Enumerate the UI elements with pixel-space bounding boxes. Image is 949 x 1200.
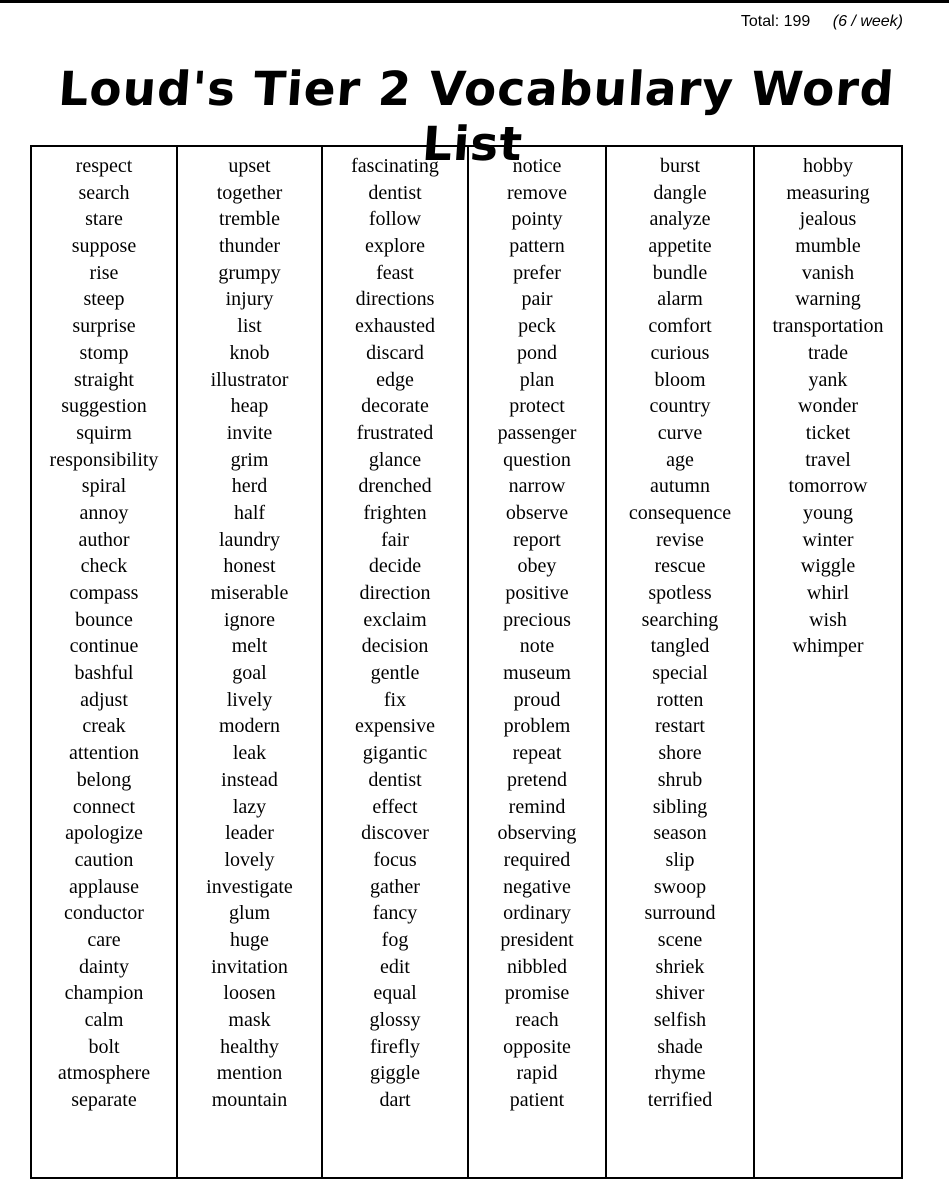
vocabulary-word: fix xyxy=(383,688,407,711)
vocabulary-word: leak xyxy=(232,742,267,765)
vocabulary-word: lively xyxy=(226,688,273,711)
vocabulary-word: follow xyxy=(368,208,422,231)
vocabulary-word: observe xyxy=(505,501,569,524)
vocabulary-word: vanish xyxy=(801,261,855,284)
vocabulary-word: thunder xyxy=(218,235,281,258)
vocabulary-word: firefly xyxy=(370,1035,420,1058)
vocabulary-word: glum xyxy=(228,902,271,925)
vocabulary-word: revise xyxy=(656,528,704,551)
vocabulary-word: museum xyxy=(503,662,571,685)
vocabulary-word: curious xyxy=(650,341,710,364)
vocabulary-word: selfish xyxy=(653,1009,707,1031)
vocabulary-word: care xyxy=(87,928,121,951)
vocabulary-word: spotless xyxy=(648,582,712,604)
vocabulary-word: remind xyxy=(508,795,566,818)
vocabulary-word: lazy xyxy=(232,795,267,818)
vocabulary-word: observing xyxy=(497,822,577,845)
vocabulary-word: report xyxy=(513,528,561,551)
vocabulary-word: drenched xyxy=(358,475,432,498)
vocabulary-word: positive xyxy=(505,582,569,604)
vocabulary-word: terrified xyxy=(647,1089,713,1112)
vocabulary-word: opposite xyxy=(503,1035,571,1058)
vocabulary-word: equal xyxy=(373,982,417,1005)
vocabulary-word: negative xyxy=(503,875,571,898)
vocabulary-word: pointy xyxy=(511,208,563,231)
vocabulary-word: feast xyxy=(376,261,414,284)
vocabulary-word: alarm xyxy=(657,288,703,311)
vocabulary-word: dentist xyxy=(368,181,422,204)
vocabulary-word: search xyxy=(78,181,130,204)
vocabulary-word: author xyxy=(78,528,130,551)
vocabulary-word: instead xyxy=(221,768,278,791)
vocabulary-word: transportation xyxy=(772,315,884,338)
vocabulary-word: patient xyxy=(509,1089,565,1112)
vocabulary-word: conductor xyxy=(64,902,144,925)
vocabulary-word: invitation xyxy=(211,955,288,978)
vocabulary-word: special xyxy=(652,662,708,685)
vocabulary-word: whirl xyxy=(806,582,850,604)
vocabulary-word: repeat xyxy=(512,742,562,765)
vocabulary-word: bounce xyxy=(75,608,133,631)
vocabulary-word: continue xyxy=(69,635,139,658)
vocabulary-word: connect xyxy=(72,795,136,818)
vocabulary-word: decorate xyxy=(361,395,429,418)
vocabulary-word: melt xyxy=(231,635,268,658)
vocabulary-word: question xyxy=(503,448,571,471)
vocabulary-word: calm xyxy=(84,1009,124,1031)
vocabulary-word: swoop xyxy=(653,875,707,898)
vocabulary-word: mention xyxy=(216,1062,283,1085)
vocabulary-word: investigate xyxy=(206,875,293,898)
vocabulary-word: prefer xyxy=(513,261,561,284)
vocabulary-word: herd xyxy=(231,475,268,498)
vocabulary-word: whimper xyxy=(792,635,864,658)
vocabulary-word: wish xyxy=(809,608,847,631)
vocabulary-word: scene xyxy=(657,928,703,951)
vocabulary-word: together xyxy=(216,181,283,204)
vocabulary-word: half xyxy=(233,501,266,524)
vocabulary-word: gentle xyxy=(370,662,420,685)
vocabulary-word: country xyxy=(649,395,711,418)
vocabulary-word: discard xyxy=(366,341,424,364)
word-column-5 xyxy=(607,147,755,1177)
vocabulary-word: discover xyxy=(361,822,429,845)
vocabulary-word: adjust xyxy=(80,688,128,711)
vocabulary-word: focus xyxy=(373,848,417,871)
word-column-3 xyxy=(323,147,469,1177)
vocabulary-word: shrub xyxy=(657,768,703,791)
vocabulary-word: decision xyxy=(361,635,429,658)
vocabulary-word: shade xyxy=(657,1035,703,1058)
vocabulary-word: winter xyxy=(802,528,854,551)
word-column-1 xyxy=(32,147,178,1177)
vocabulary-word: tangled xyxy=(650,635,710,658)
vocabulary-word: invite xyxy=(226,421,273,444)
vocabulary-word: jealous xyxy=(799,208,857,231)
word-column-6 xyxy=(755,147,901,1177)
vocabulary-word: age xyxy=(666,448,694,471)
vocabulary-word: belong xyxy=(76,768,132,791)
vocabulary-word: mountain xyxy=(211,1089,288,1112)
vocabulary-word: proud xyxy=(513,688,561,711)
vocabulary-word: burst xyxy=(660,155,700,177)
vocabulary-word: illustrator xyxy=(210,368,289,391)
vocabulary-word: effect xyxy=(372,795,418,818)
vocabulary-word: injury xyxy=(225,288,274,311)
vocabulary-word: passenger xyxy=(497,421,577,444)
vocabulary-word: bashful xyxy=(74,662,134,685)
vocabulary-word: dangle xyxy=(653,181,707,204)
vocabulary-word: exclaim xyxy=(363,608,427,631)
vocabulary-word: notice xyxy=(512,155,562,177)
vocabulary-word: narrow xyxy=(508,475,566,498)
vocabulary-word: autumn xyxy=(650,475,710,498)
vocabulary-word: curve xyxy=(657,421,703,444)
vocabulary-word: honest xyxy=(223,555,276,578)
word-column-2 xyxy=(178,147,323,1177)
vocabulary-word: suppose xyxy=(71,235,137,258)
vocabulary-word: mumble xyxy=(795,235,861,258)
vocabulary-word: rescue xyxy=(654,555,706,578)
vocabulary-word: problem xyxy=(503,715,571,738)
vocabulary-word: laundry xyxy=(218,528,281,551)
vocabulary-word: wiggle xyxy=(800,555,856,578)
vocabulary-word: searching xyxy=(641,608,719,631)
vocabulary-word: measuring xyxy=(786,181,870,204)
vocabulary-word: glossy xyxy=(369,1009,421,1031)
vocabulary-word: pond xyxy=(517,341,557,364)
vocabulary-word: champion xyxy=(64,982,144,1005)
vocabulary-word: atmosphere xyxy=(57,1062,151,1085)
vocabulary-word: mask xyxy=(228,1009,271,1031)
total-count-line xyxy=(741,13,903,31)
vocabulary-word: bolt xyxy=(88,1035,120,1058)
vocabulary-word: protect xyxy=(509,395,565,418)
vocabulary-word: bloom xyxy=(654,368,706,391)
vocabulary-word: pair xyxy=(521,288,553,311)
vocabulary-word: glance xyxy=(368,448,422,471)
total-label: Total: 199 xyxy=(740,13,811,30)
vocabulary-word: upset xyxy=(228,155,271,177)
vocabulary-word: pattern xyxy=(509,235,565,258)
vocabulary-word: restart xyxy=(655,715,705,738)
vocabulary-word: gigantic xyxy=(362,742,428,765)
vocabulary-word: ticket xyxy=(805,421,851,444)
vocabulary-word: shiver xyxy=(655,982,705,1005)
vocabulary-word: creak xyxy=(82,715,126,738)
vocabulary-word: frighten xyxy=(363,501,427,524)
vocabulary-word: hobby xyxy=(803,155,853,177)
vocabulary-word: warning xyxy=(795,288,861,311)
vocabulary-word: analyze xyxy=(649,208,711,231)
vocabulary-word: rotten xyxy=(656,688,704,711)
vocabulary-word: grumpy xyxy=(218,261,281,284)
vocabulary-word: plan xyxy=(519,368,555,391)
vocabulary-word: pretend xyxy=(507,768,567,791)
vocabulary-word: direction xyxy=(359,582,431,604)
vocabulary-word: stare xyxy=(85,208,123,231)
vocabulary-word: dart xyxy=(379,1089,411,1112)
vocabulary-word: surround xyxy=(644,902,716,925)
vocabulary-word: explore xyxy=(365,235,425,258)
vocabulary-word: consequence xyxy=(628,501,732,524)
vocabulary-word: edit xyxy=(380,955,410,978)
vocabulary-word: president xyxy=(500,928,574,951)
vocabulary-word: fog xyxy=(381,928,409,951)
vocabulary-word: slip xyxy=(665,848,695,871)
vocabulary-word: knob xyxy=(229,341,270,364)
vocabulary-word: respect xyxy=(75,155,133,177)
vocabulary-word: miserable xyxy=(210,582,289,604)
vocabulary-word: trade xyxy=(808,341,848,364)
vocabulary-word: reach xyxy=(515,1009,559,1031)
vocabulary-word: stomp xyxy=(79,341,129,364)
vocabulary-word: yank xyxy=(808,368,848,391)
vocabulary-word: fancy xyxy=(372,902,418,925)
vocabulary-word: apologize xyxy=(65,822,143,845)
vocabulary-word: applause xyxy=(69,875,139,898)
vocabulary-word: required xyxy=(503,848,571,871)
vocabulary-word: responsibility xyxy=(49,448,159,471)
vocabulary-word: grim xyxy=(230,448,269,471)
vocabulary-word: modern xyxy=(218,715,281,738)
vocabulary-word: giggle xyxy=(370,1062,420,1085)
vocabulary-word: straight xyxy=(74,368,134,391)
page-title: Loud's Tier 2 Vocabulary Word List xyxy=(56,62,897,172)
vocabulary-word: sibling xyxy=(652,795,708,818)
vocabulary-word: young xyxy=(803,501,853,524)
vocabulary-word: edge xyxy=(376,368,414,391)
vocabulary-word: wonder xyxy=(798,395,858,418)
vocabulary-word: nibbled xyxy=(507,955,567,978)
vocabulary-word: gather xyxy=(370,875,420,898)
vocabulary-word: check xyxy=(80,555,128,578)
vocabulary-word: season xyxy=(653,822,707,845)
vocabulary-word: precious xyxy=(503,608,571,631)
vocabulary-word: decide xyxy=(368,555,422,578)
vocabulary-word: annoy xyxy=(79,501,129,524)
vocabulary-word: ignore xyxy=(223,608,276,631)
vocabulary-word: ordinary xyxy=(503,902,571,925)
vocabulary-word: attention xyxy=(69,742,139,765)
vocabulary-word: huge xyxy=(230,928,269,951)
vocabulary-word: exhausted xyxy=(355,315,435,338)
vocabulary-word: rise xyxy=(89,261,119,284)
vocabulary-word: promise xyxy=(504,982,570,1005)
vocabulary-word: peck xyxy=(518,315,556,338)
vocabulary-word: obey xyxy=(517,555,557,578)
vocabulary-word: remove xyxy=(507,181,567,204)
vocabulary-word: bundle xyxy=(652,261,708,284)
vocabulary-word: healthy xyxy=(220,1035,279,1058)
vocabulary-word: suggestion xyxy=(61,395,147,418)
vocabulary-word: compass xyxy=(69,582,139,604)
vocabulary-word: directions xyxy=(355,288,435,311)
vocabulary-word: surprise xyxy=(72,315,136,338)
vocabulary-word: fascinating xyxy=(351,155,439,177)
vocabulary-word: tremble xyxy=(218,208,281,231)
vocabulary-word: caution xyxy=(74,848,134,871)
vocabulary-word: expensive xyxy=(355,715,435,738)
rate-label: (6 / week) xyxy=(832,13,903,30)
vocabulary-word: shriek xyxy=(655,955,705,978)
vocabulary-word: heap xyxy=(230,395,269,418)
vocabulary-word: separate xyxy=(71,1089,137,1112)
vocabulary-word: rhyme xyxy=(654,1062,706,1085)
vocabulary-word: loosen xyxy=(223,982,276,1005)
vocabulary-word: note xyxy=(519,635,555,658)
vocabulary-word: dainty xyxy=(79,955,129,978)
vocabulary-word: leader xyxy=(225,822,274,845)
vocabulary-word: shore xyxy=(658,742,702,765)
vocabulary-word: comfort xyxy=(648,315,712,338)
top-border-rule xyxy=(0,0,949,3)
vocabulary-word: lovely xyxy=(224,848,275,871)
vocabulary-word: dentist xyxy=(368,768,422,791)
vocabulary-word: list xyxy=(237,315,262,338)
word-list-table xyxy=(30,145,903,1179)
vocabulary-word: spiral xyxy=(81,475,127,498)
vocabulary-word: goal xyxy=(232,662,267,685)
vocabulary-word: appetite xyxy=(648,235,712,258)
vocabulary-word: fair xyxy=(381,528,409,551)
vocabulary-word: steep xyxy=(83,288,125,311)
vocabulary-word: rapid xyxy=(516,1062,558,1085)
vocabulary-word: squirm xyxy=(76,421,132,444)
vocabulary-word: frustrated xyxy=(356,421,434,444)
vocabulary-word: travel xyxy=(805,448,851,471)
vocabulary-word: tomorrow xyxy=(788,475,868,498)
word-column-4 xyxy=(469,147,607,1177)
